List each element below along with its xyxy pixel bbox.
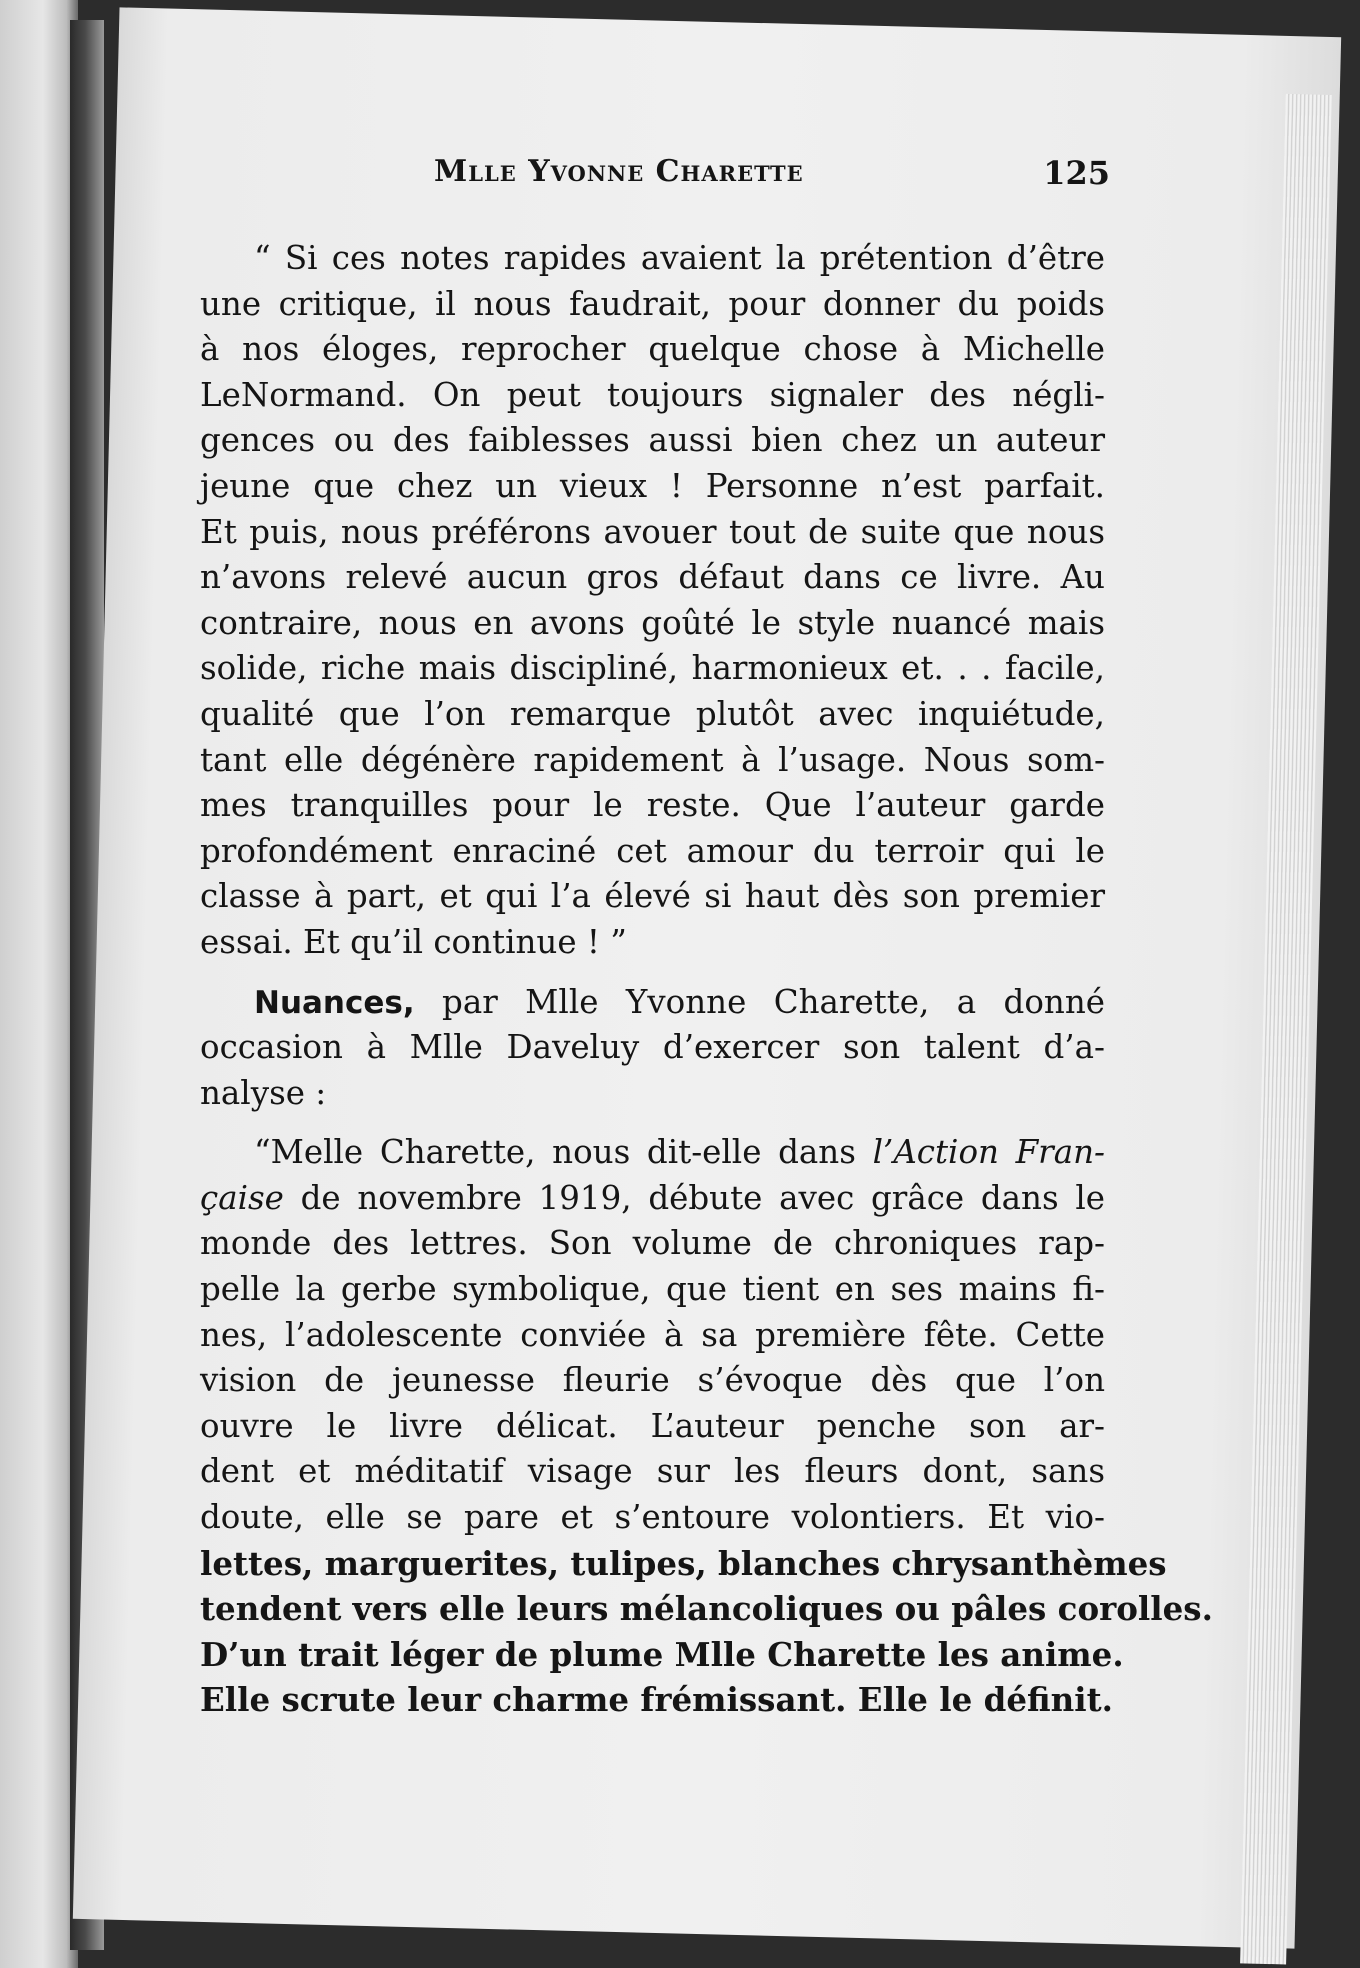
text-line: Elle scrute leur charme frémissant. Elle le définit. — [200, 1680, 1113, 1720]
text-line — [200, 980, 1105, 1026]
text-line: solide, riche mais discipliné, harmonieux et. . . facile, — [200, 649, 1105, 688]
text-line: profondément enraciné cet amour du terroir qui le — [200, 831, 1105, 870]
left-page-edge — [0, 0, 78, 1968]
text-line: doute, elle se pare et s’entoure volontiers. Et vio- — [200, 1498, 1105, 1537]
text-line: D’un trait léger de plume Mlle Charette les anime. — [200, 1634, 1124, 1674]
text-line: gences ou des faiblesses aussi bien chez un auteur — [200, 421, 1105, 460]
text-line: Et puis, nous préférons avouer tout de suite que nous — [200, 512, 1105, 551]
text-run: de novembre 1919, débute avec grâce dans le — [283, 1178, 1105, 1217]
text-line: ouvre le livre délicat. L’auteur penche son ar- — [200, 1406, 1105, 1445]
page-number: 125 — [1043, 154, 1110, 192]
journal-title: l’Action Fran- — [872, 1133, 1106, 1172]
book-title-nuances: Nuances, — [254, 984, 415, 1021]
text-run: “Melle Charette, nous dit-elle dans — [254, 1133, 873, 1172]
journal-title-cont: çaise — [200, 1178, 284, 1217]
text-line: contraire, nous en avons goûté le style nuancé mais — [200, 603, 1105, 642]
text-line: nes, l’adolescente conviée à sa première fête. Cette — [200, 1315, 1105, 1354]
paragraph-daveluy-quote — [200, 1130, 1213, 1723]
text-line: “ Si ces notes rapides avaient la prétention d’être — [254, 239, 1105, 277]
text-run: par Mlle Yvonne Charette, a donné — [414, 982, 1105, 1021]
page-edges — [1240, 94, 1332, 1965]
text-line: classe à part, et qui l’a élevé si haut dès son premier — [200, 877, 1105, 916]
text-line: monde des lettres. Son volume de chroniques rap- — [200, 1224, 1105, 1263]
text-line: une critique, il nous faudrait, pour donner du poids — [200, 284, 1105, 323]
text-line: pelle la gerbe symbolique, que tient en ses mains fi- — [200, 1270, 1105, 1309]
text-line — [200, 1176, 1105, 1222]
text-line — [200, 1130, 1105, 1176]
text-line: mes tranquilles pour le reste. Que l’auteur garde — [200, 786, 1105, 825]
paragraph-quote — [200, 236, 1105, 966]
text-line: à nos éloges, reprocher quelque chose à Michelle — [200, 330, 1105, 369]
text-line: LeNormand. On peut toujours signaler des négli- — [200, 375, 1105, 414]
text-line: occasion à Mlle Daveluy d’exercer son talent d’a- — [200, 1028, 1105, 1067]
text-line: jeune que chez un vieux ! Personne n’est parfait. — [200, 466, 1105, 505]
text-line: tant elle dégénère rapidement à l’usage. Nous som- — [200, 740, 1105, 779]
running-title: Mlle Yvonne Charette — [434, 154, 804, 189]
text-line: nalyse : — [200, 1073, 327, 1112]
text-line: vision de jeunesse fleurie s’évoque dès que l’on — [200, 1361, 1105, 1400]
page-body — [200, 236, 1213, 1723]
text-line: lettes, marguerites, tulipes, blanches chrysanthèmes — [200, 1543, 1167, 1583]
text-line: essai. Et qu’il continue ! ” — [200, 922, 627, 961]
text-line: n’avons relevé aucun gros défaut dans ce livre. Au — [200, 558, 1105, 597]
text-line: dent et méditatif visage sur les fleurs dont, sans — [200, 1452, 1105, 1491]
text-line: qualité que l’on remarque plutôt avec inquiétude, — [200, 694, 1105, 733]
running-head — [330, 148, 1110, 192]
text-line: tendent vers elle leurs mélancoliques ou pâles corolles. — [200, 1589, 1213, 1629]
paragraph-gap — [200, 966, 1105, 980]
paragraph-nuances — [200, 980, 1105, 1117]
paragraph-gap — [200, 1116, 1105, 1130]
